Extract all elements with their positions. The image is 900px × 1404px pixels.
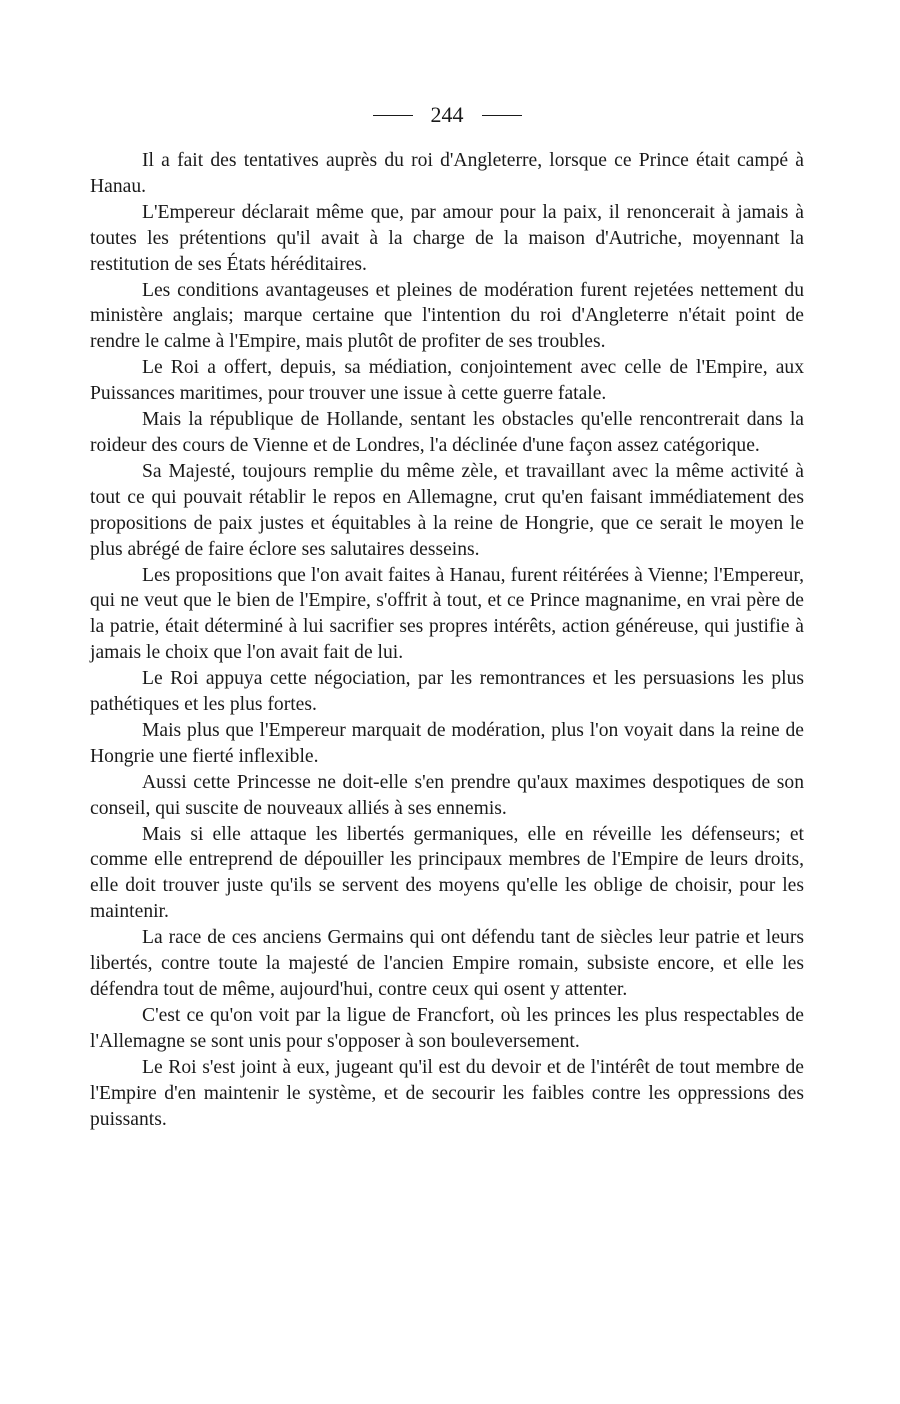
page-number: 244: [430, 102, 464, 127]
paragraph: Le Roi appuya cette négociation, par les remontrances et les persuasions les plus pathétiques et les plus fortes.: [90, 668, 804, 716]
paragraph: Sa Majesté, toujours remplie du même zèle, et travaillant avec la même activité à tout ce qui pouvait rétablir le repos en Allemagne, crut qu'en faisant immédiatement des propositions de paix justes et équitables à la reine de Hongrie, que ce serait le moyen le plus abrégé de faire éclore ses salutaires desseins.: [90, 460, 804, 560]
paragraph: La race de ces anciens Germains qui ont défendu tant de siècles leur patrie et leurs libertés, contre toute la majesté de l'ancien Empire romain, subsiste encore, et elle les défendra tout de même, aujourd'hui, contre ceux qui osent y attenter.: [90, 927, 804, 1000]
paragraph: Le Roi a offert, depuis, sa médiation, conjointement avec celle de l'Empire, aux Puissances maritimes, pour trouver une issue à cette guerre fatale.: [90, 357, 804, 405]
paragraph: Le Roi s'est joint à eux, jugeant qu'il est du devoir et de l'intérêt de tout membre de l'Empire d'en maintenir le système, et de secourir les faibles contre les oppressions des puissants.: [90, 1056, 804, 1130]
paragraph: Les conditions avantageuses et pleines de modération furent rejetées nettement du ministère anglais; marque certaine que l'intention du roi d'Angleterre n'était point de rendre le calme à l'Empire, mais plutôt de profiter de ses troubles.: [90, 279, 804, 353]
header-dash-right: [482, 115, 522, 116]
header-dash-left: [373, 115, 413, 116]
document-page: [90, 100, 804, 1132]
paragraph: Aussi cette Princesse ne doit-elle s'en prendre qu'aux maximes despotiques de son conseil, qui suscite de nouveaux alliés à ses ennemis.: [90, 771, 804, 819]
body-text: [90, 148, 804, 1132]
paragraph: L'Empereur déclarait même que, par amour pour la paix, il renoncerait à jamais à toutes les prétentions qu'il avait à la charge de la maison d'Autriche, moyennant la restitution de ses États héréditaires.: [90, 201, 804, 275]
paragraph: C'est ce qu'on voit par la ligue de Francfort, où les princes les plus respectables de l'Allemagne se sont unis pour s'opposer à son bouleversement.: [90, 1004, 804, 1052]
paragraph: Il a fait des tentatives auprès du roi d'Angleterre, lorsque ce Prince était campé à Hanau.: [90, 150, 804, 197]
paragraph: Mais plus que l'Empereur marquait de modération, plus l'on voyait dans la reine de Hongrie une fierté inflexible.: [90, 719, 804, 767]
paragraph: Mais si elle attaque les libertés germaniques, elle en réveille les défenseurs; et comme elle entreprend de dépouiller les principaux membres de l'Empire de leurs droits, elle doit trouver juste qu'ils se servent des moyens qu'elle les oblige de choisir, pour les maintenir.: [90, 823, 804, 923]
paragraph: Mais la république de Hollande, sentant les obstacles qu'elle rencontrerait dans la roideur des cours de Vienne et de Londres, l'a déclinée d'une façon assez catégorique.: [90, 409, 804, 456]
page-header: [90, 100, 804, 130]
paragraph: Les propositions que l'on avait faites à Hanau, furent réitérées à Vienne; l'Empereur, qui ne veut que le bien de l'Empire, s'offrit à tout, et ce Prince magnanime, en vrai père de la patrie, était déterminé à lui sacrifier ses propres intérêts, action généreuse, qui justifie à jamais le choix que l'on avait fait de lui.: [90, 564, 804, 664]
